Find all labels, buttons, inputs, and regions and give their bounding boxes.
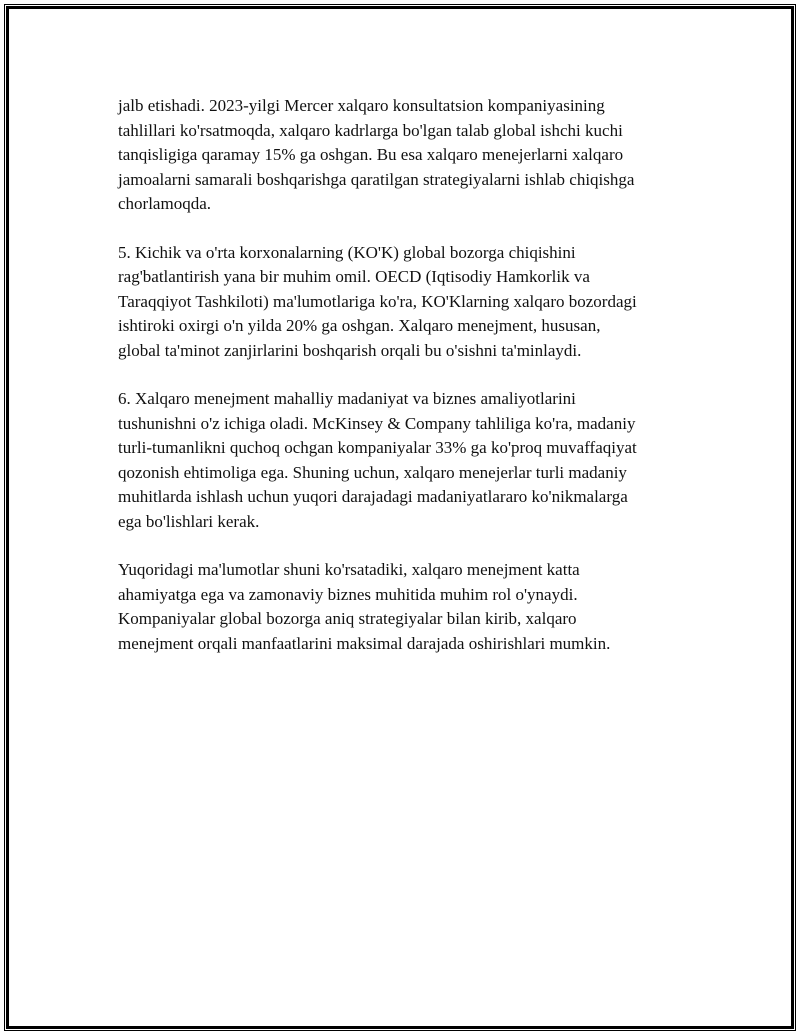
paragraph-point-5: 5. Kichik va o'rta korxonalarning (KO'K) global bozorga chiqishini rag'batlantirish yana bir muhim omil. OECD (Iqtisodiy Hamkorlik va Taraqqiyot Tashkiloti) ma'lumotlariga ko'ra, KO'Klarning xalqaro bozordagi ishtiroki oxirgi o'n yilda 20% ga oshgan. Xalqaro menejment, hususan, global ta'minot zanjirlarini boshqarish orqali bu o'sishni ta'minlaydi. <box>118 242 637 360</box>
paragraph-point-6: 6. Xalqaro menejment mahalliy madaniyat va biznes amaliyotlarini tushunishni o'z ichiga oladi. McKinsey & Company tahliliga ko'ra, madaniy turli-tumanlikni quchoq ochgan kompaniyalar 33% ga ko'proq muvaffaqiyat qozonish ehtimoliga ega. Shuning uchun, xalqaro menejerlar turli madaniy muhitlarda ishlash uchun yuqori darajadagi madaniyatlararo ko'nikmalarga ega bo'lishlari kerak. <box>118 389 637 531</box>
paragraph-conclusion: Yuqoridagi ma'lumotlar shuni ko'rsatadiki, xalqaro menejment katta ahamiyatga ega va zamonaviy biznes muhitida muhim rol o'ynaydi. Kompaniyalar global bozorga aniq strategiyalar bilan kirib, xalqaro menejment orqali manfaatlarini maksimal darajada oshirishlari mumkin. <box>118 560 611 653</box>
document-body <box>118 94 698 680</box>
paragraph-continuation: jalb etishadi. 2023-yilgi Mercer xalqaro konsultatsion kompaniyasining tahlillari ko'rsatmoqda, xalqaro kadrlarga bo'lgan talab global ishchi kuchi tanqisligiga qaramay 15% ga oshgan. Bu esa xalqaro menejerlarni xalqaro jamoalarni samarali boshqarishga qaratilgan strategiyalarni ishlab chiqishga chorlamoqda. <box>118 96 635 213</box>
